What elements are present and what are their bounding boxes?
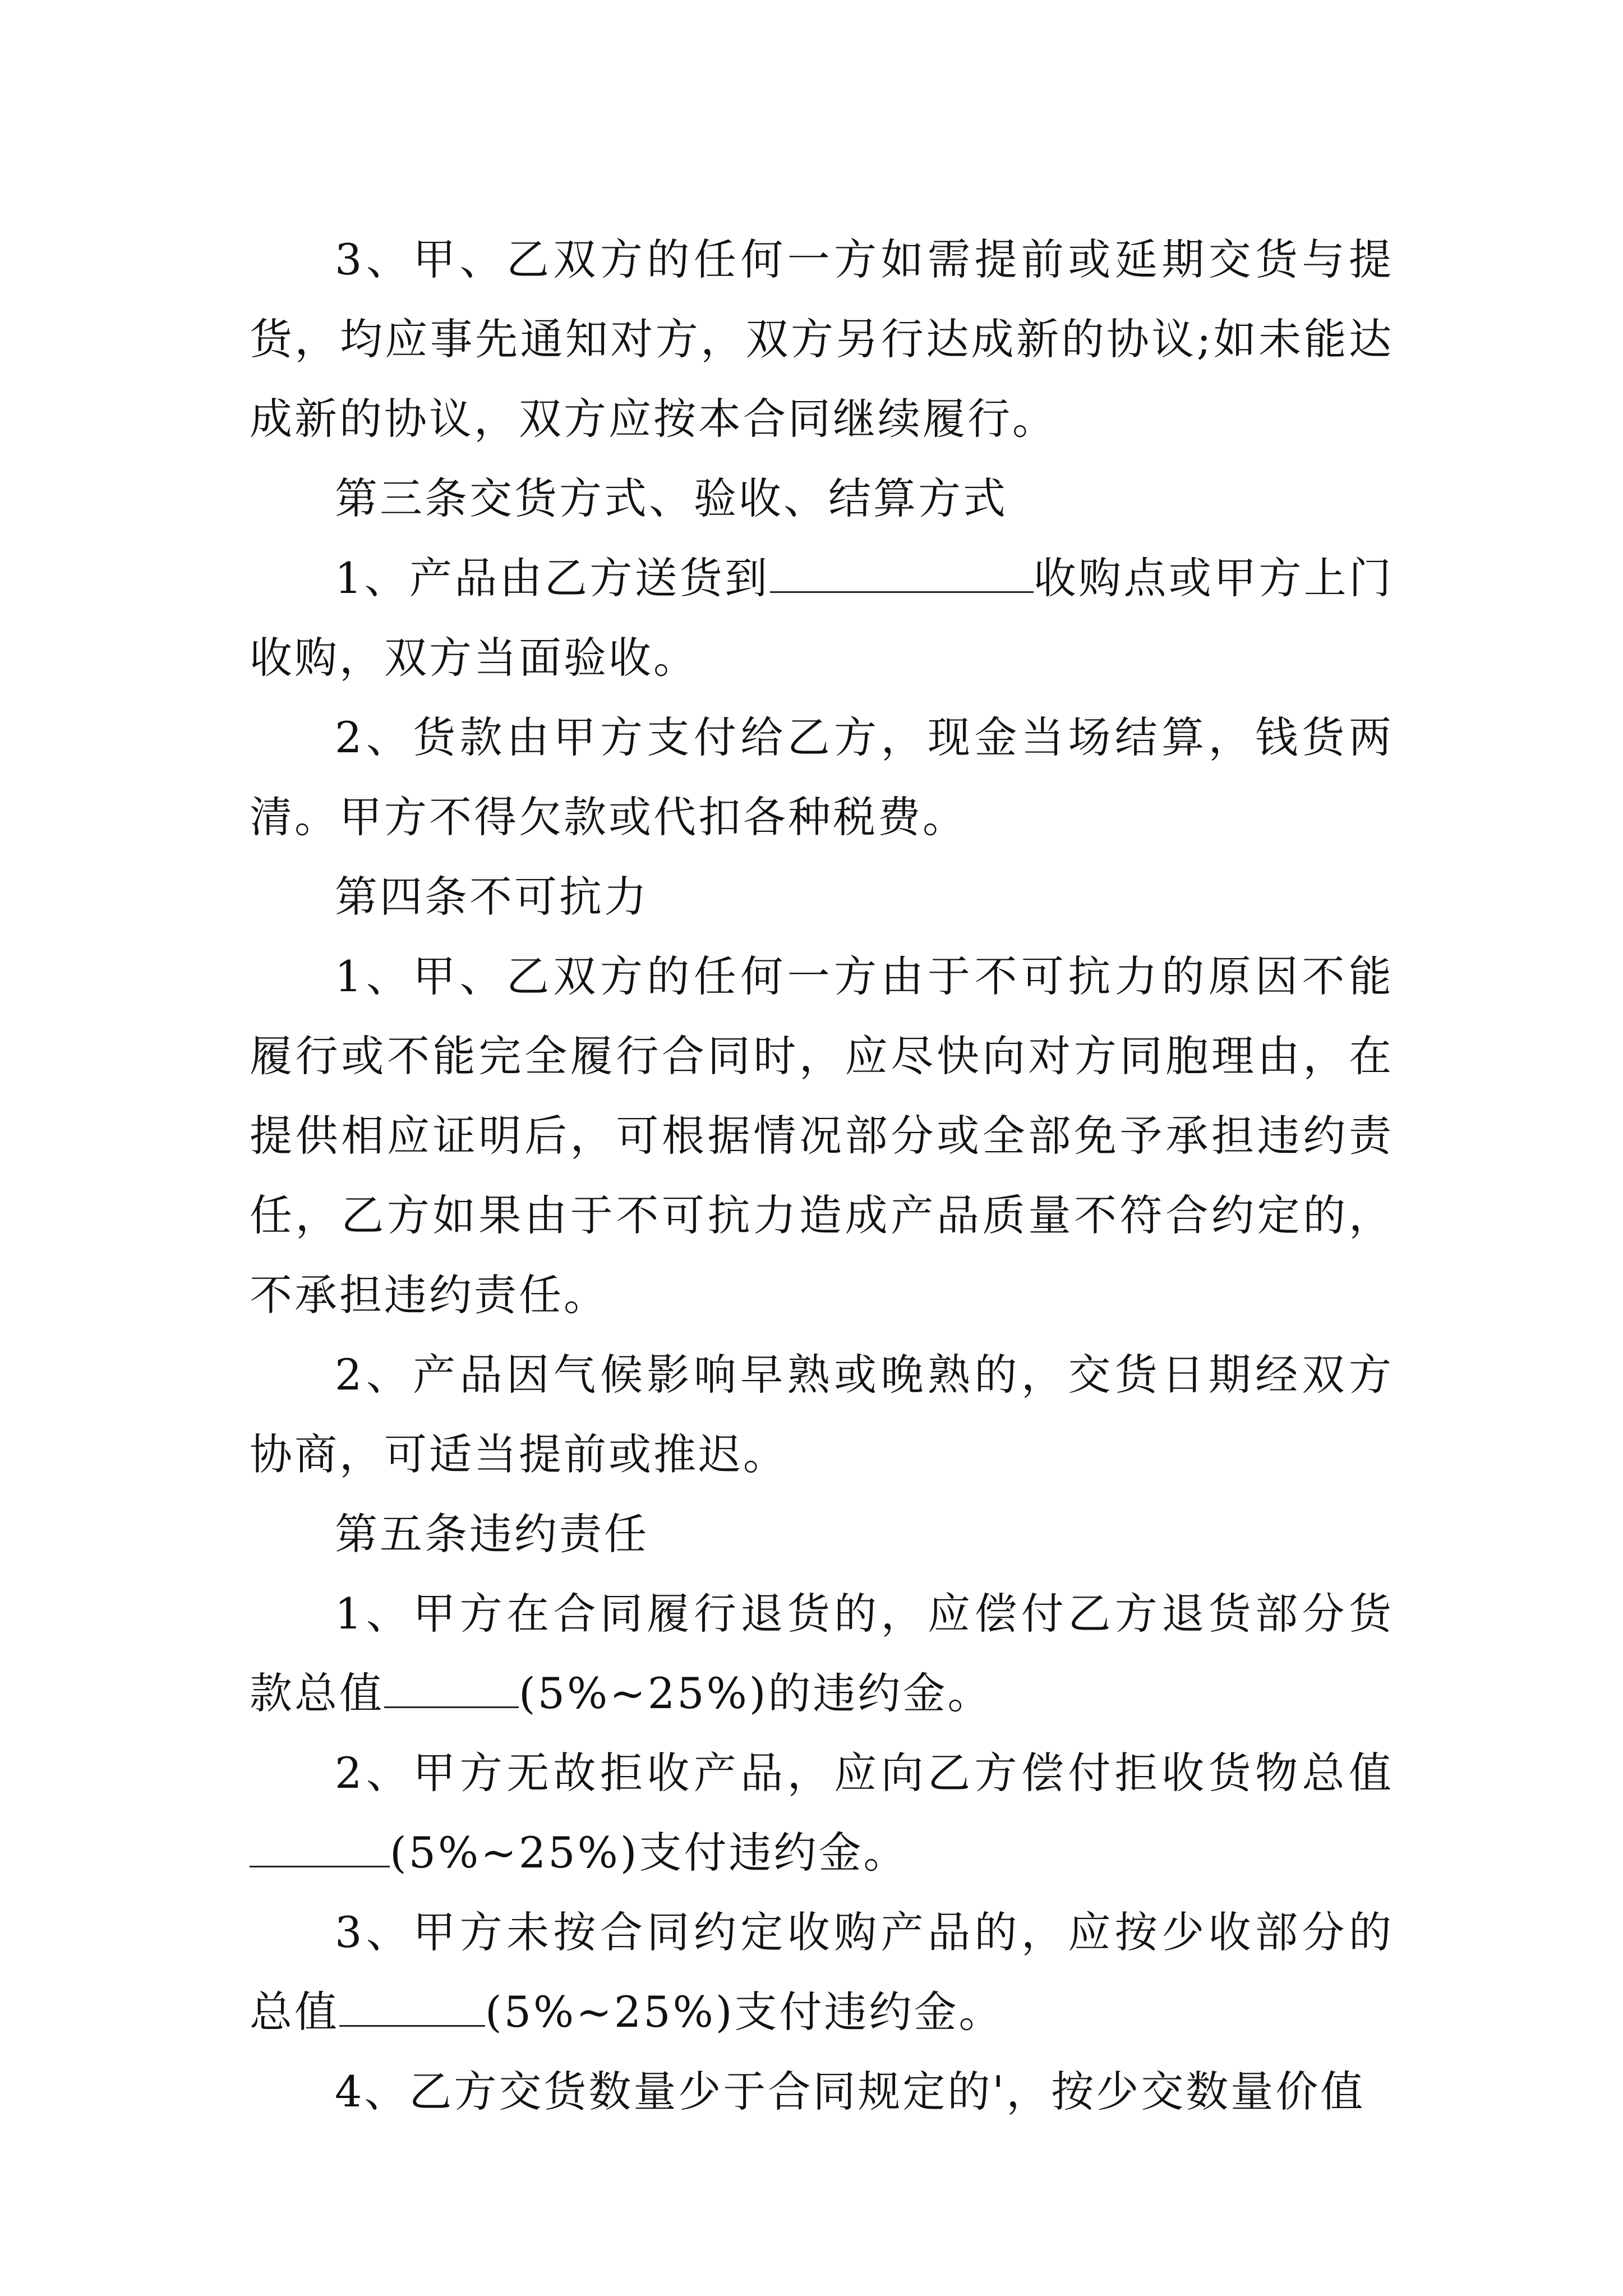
paragraph-delivery-location: 1、产品由乙方送货到 收购点或甲方上门收购，双方当面验收。 <box>250 553 1394 683</box>
section-heading-4: 第四条不可抗力 <box>335 872 649 922</box>
paragraph-delivery-change: 3、甲、乙双方的任何一方如需提前或延期交货与提货，均应事先通知对方，双方另行达成新的协议;如未能达成新的协议，双方应按本合同继续履行。 <box>250 234 1394 444</box>
blank-return-penalty <box>384 1667 519 1708</box>
paragraph-climate: 2、产品因气候影响早熟或晚熟的，交货日期经双方协商，可适当提前或推迟。 <box>250 1350 1394 1479</box>
section-heading-3: 第三条交货方式、验收、结算方式 <box>335 473 1008 523</box>
blank-refusal-penalty <box>250 1826 390 1867</box>
paragraph-payment: 2、货款由甲方支付给乙方，现金当场结算，钱货两清。甲方不得欠款或代扣各种税费。 <box>250 712 1394 842</box>
paragraph-shortfall-purchase-penalty: 3、甲方未按合同约定收购产品的，应按少收部分的总值 (5%~25%)支付违约金。 <box>250 1907 1394 2037</box>
paragraph-short-delivery: 4、乙方交货数量少于合同规定的'，按少交数量价值 <box>335 2067 1366 2116</box>
paragraph-refusal-penalty: 2、甲方无故拒收产品，应向乙方偿付拒收货物总值(5%~25%)支付违约金。 <box>250 1733 1394 1893</box>
blank-shortfall-purchase-penalty <box>339 1986 485 2027</box>
paragraph-return-penalty: 1、甲方在合同履行退货的，应偿付乙方退货部分货款总值 (5%~25%)的违约金。 <box>250 1589 1394 1718</box>
section-heading-5: 第五条违约责任 <box>335 1509 649 1559</box>
blank-delivery-location <box>770 552 1034 593</box>
document-body <box>250 220 1394 2132</box>
paragraph-force-majeure: 1、甲、乙双方的任何一方由于不可抗力的原因不能履行或不能完全履行合同时，应尽快向对方同胞理由，在提供相应证明后，可根据情况部分或全部免予承担违约责任，乙方如果由于不可抗力造成产品质量不符合约定的，不承担违约责任。 <box>250 951 1394 1320</box>
